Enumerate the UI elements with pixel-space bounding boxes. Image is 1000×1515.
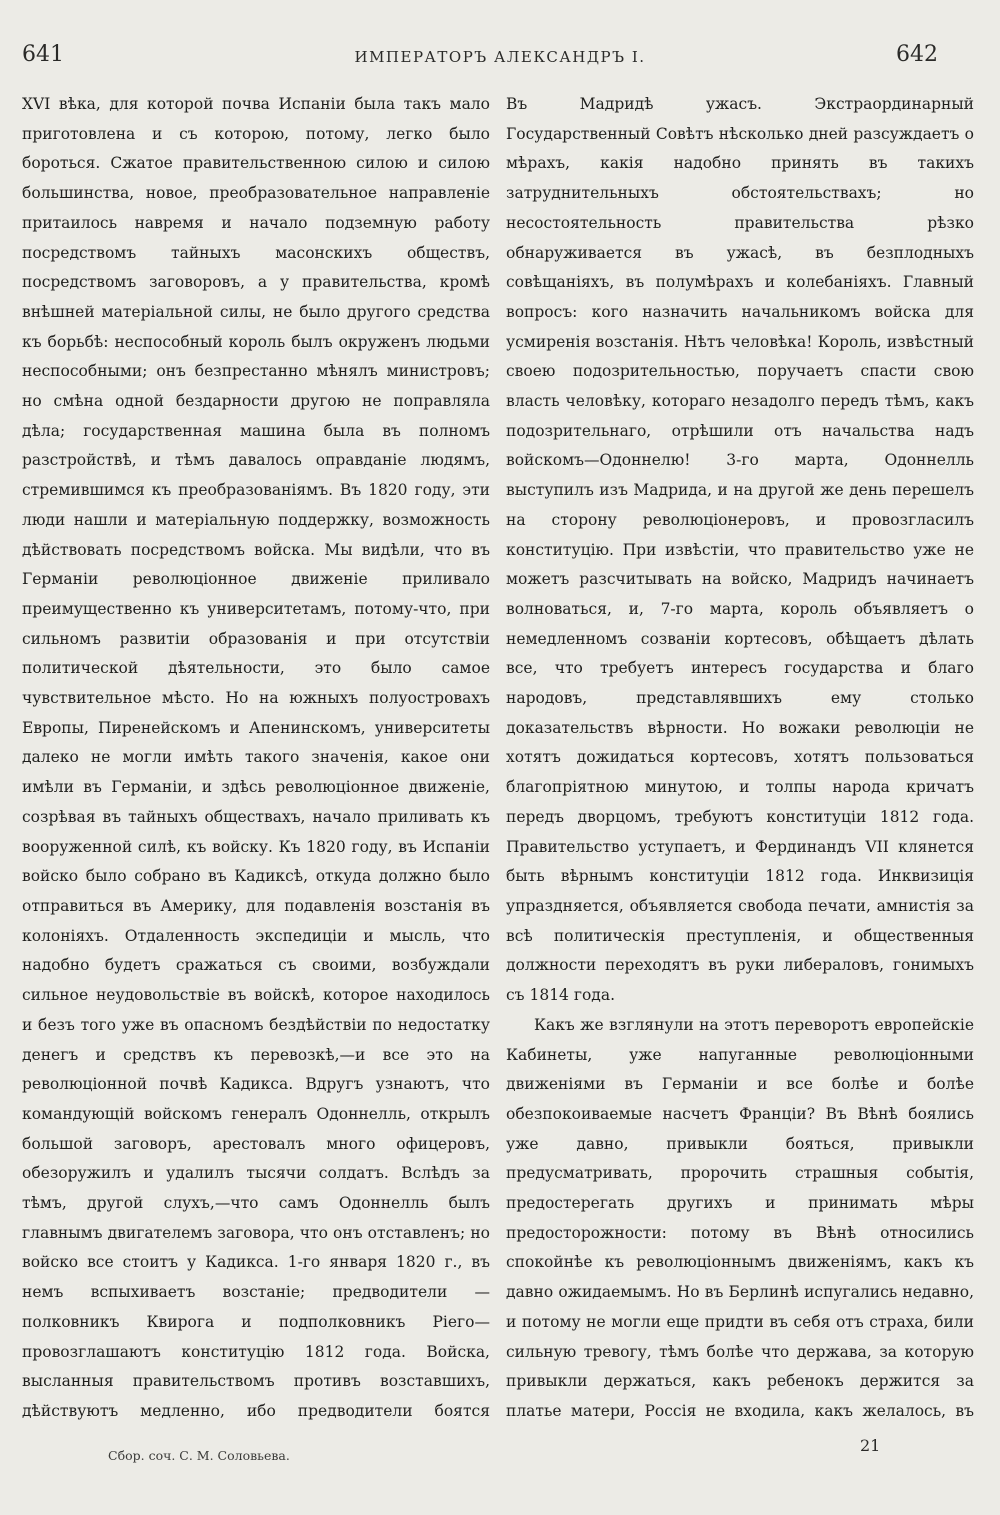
right-paragraph-1: Въ Мадридѣ ужасъ. Экстраординарный Государственный Совѣтъ нѣсколько дней разсуждаетъ о мѣрахъ, какія надобно принять въ такихъ затруднительныхъ обстоятельствахъ; но несостоятельность правительства рѣзко обнаруживается въ ужасѣ, въ безплодныхъ совѣщаніяхъ, въ полумѣрахъ и колебаніяхъ. Главный вопросъ: кого назначить начальникомъ войска для усмиренія возстанія. Нѣтъ человѣка! Король, извѣстный своею подозрительностью, поручаетъ спасти свою власть человѣку, котораго незадолго передъ тѣмъ, какъ подозрительнаго, отрѣшили отъ начальства надъ войскомъ—Одоннелю! 3-го марта, Одоннелль выступилъ изъ Мадрида, и на другой же день перешелъ на сторону революціонеровъ, и провозгласилъ конституцію. При извѣстіи, что правительство уже не можетъ разсчитывать на войско, Мадридъ начинаетъ волноваться, и, 7-го марта, король объявляетъ о немедленномъ созваніи кортесовъ, обѣщаетъ дѣлать все, что требуетъ интересъ государства и благо народовъ, представлявшихъ ему столько доказательствъ вѣрности. Но вожаки революціи не хотятъ дожидаться кортесовъ, хотятъ пользоваться благопріятною минутою, и толпы народа кричатъ передъ дворцомъ, требуютъ конституціи 1812 года. Правительство уступаетъ, и Фердинандъ VII клянется быть вѣрнымъ конституціи 1812 года. Инквизиція упраздняется, объявляется свобода печати, амнистія за всѣ политическія преступленія, и общественныя должности переходятъ въ руки либераловъ, гонимыхъ съ 1814 года. <box>506 95 974 1005</box>
left-column <box>22 90 490 1426</box>
right-paragraph-2 <box>506 1011 974 1426</box>
left-paragraph-1: XVI вѣка, для которой почва Испаніи была такъ мало приготовлена и съ которою, потому, легко было бороться. Сжатое правительственною силою и силою большинства, новое, преобразовательное направленіе притаилось навремя и начало подземную работу посредствомъ тайныхъ масонскихъ обществъ, посредствомъ заговоровъ, а у правительства, кромѣ внѣшней матеріальной силы, не было другого средства къ борьбѣ: неспособный король былъ окруженъ людьми неспособными; онъ безпрестанно мѣнялъ министровъ; но смѣна одной бездарности другою не поправляла дѣла; государственная машина была въ полномъ разстройствѣ, и тѣмъ давалось оправданіе людямъ, стремившимся къ преобразованіямъ. Въ 1820 году, эти люди нашли и матеріальную поддержку, возможность дѣйствовать посредствомъ войска. Мы видѣли, что въ Германіи революціонное движеніе приливало преимущественно къ университетамъ, потому-что, при сильномъ развитіи образованія и при отсутствіи политической дѣятельности, это было самое чувствительное мѣсто. Но на южныхъ полуостровахъ Европы, Пиренейскомъ и Апенинскомъ, университеты далеко не могли имѣть такого значенія, какое они имѣли въ Германіи, и здѣсь революціонное движеніе, созрѣвая въ тайныхъ обществахъ, начало приливать къ вооруженной силѣ, къ войску. Къ 1820 году, въ Испаніи войско было собрано въ Кадиксѣ, откуда должно было отправиться въ Америку, для подавленія возстанія въ колоніяхъ. Отдаленность экспедиціи и мысль, что надобно будетъ сражаться съ своими, возбуждали сильное неудовольствіе въ войскѣ, которое находилось и безъ того уже въ опасномъ бездѣйствіи по недостатку денегъ и средствъ къ перевозкѣ,—и все это на революціонной почвѣ Кадикса. Вдругъ узнаютъ, что командующій войскомъ генералъ Одоннелль, открылъ большой заговоръ, арестовалъ много офицеровъ, обезоружилъ и удалилъ тысячи солдатъ. Вслѣдъ за тѣмъ, другой слухъ,—что самъ Одоннелль былъ главнымъ двигателемъ заговора, что онъ отставленъ; но войско все стоитъ у Кадикса. 1-го января 1820 г., въ немъ вспыхиваетъ возстаніе; предводители — полковникъ Квирога и подполковникъ Ріего—провозглашаютъ конституцію 1812 года. Войска, высланныя правительствомъ противъ возставшихъ, дѣйствуютъ медленно, ибо предводители боятся <box>22 95 490 1420</box>
page-header <box>0 42 1000 76</box>
footer-source: Сбор. соч. С. М. Соловьева. <box>108 1448 290 1463</box>
signature-mark: 21 <box>860 1436 881 1455</box>
running-title: ИМПЕРАТОРЪ АЛЕКСАНДРЪ I. <box>354 48 646 66</box>
page-number-right: 642 <box>896 42 938 67</box>
page-number-left: 641 <box>22 42 64 67</box>
right-paragraph-2-start: Какъ же взглянули на этотъ переворотъ европейскіе Кабинеты, уже напуганные революціонными движеніями въ Германіи и все болѣе и болѣе обезпокоиваемые насчетъ Франціи? Въ Вѣнѣ боялись уже давно, привыкли бояться, привыкли предусматривать, пророчить страшныя событія, предостерегать другихъ и принимать мѣры предосторожности: потому въ Вѣнѣ относились спокойнѣе къ революціоннымъ движеніямъ, какъ къ давно ожидаемымъ. Но въ Берлинѣ испугались недавно, и потому не могли еще придти въ себя отъ страха, били сильную тревогу, тѣмъ болѣе что держава, за которую привыкли держаться, какъ ребенокъ держится за платье матери, Россія не входила, какъ желалось, въ <box>506 1015 974 1420</box>
right-column <box>506 90 974 1426</box>
